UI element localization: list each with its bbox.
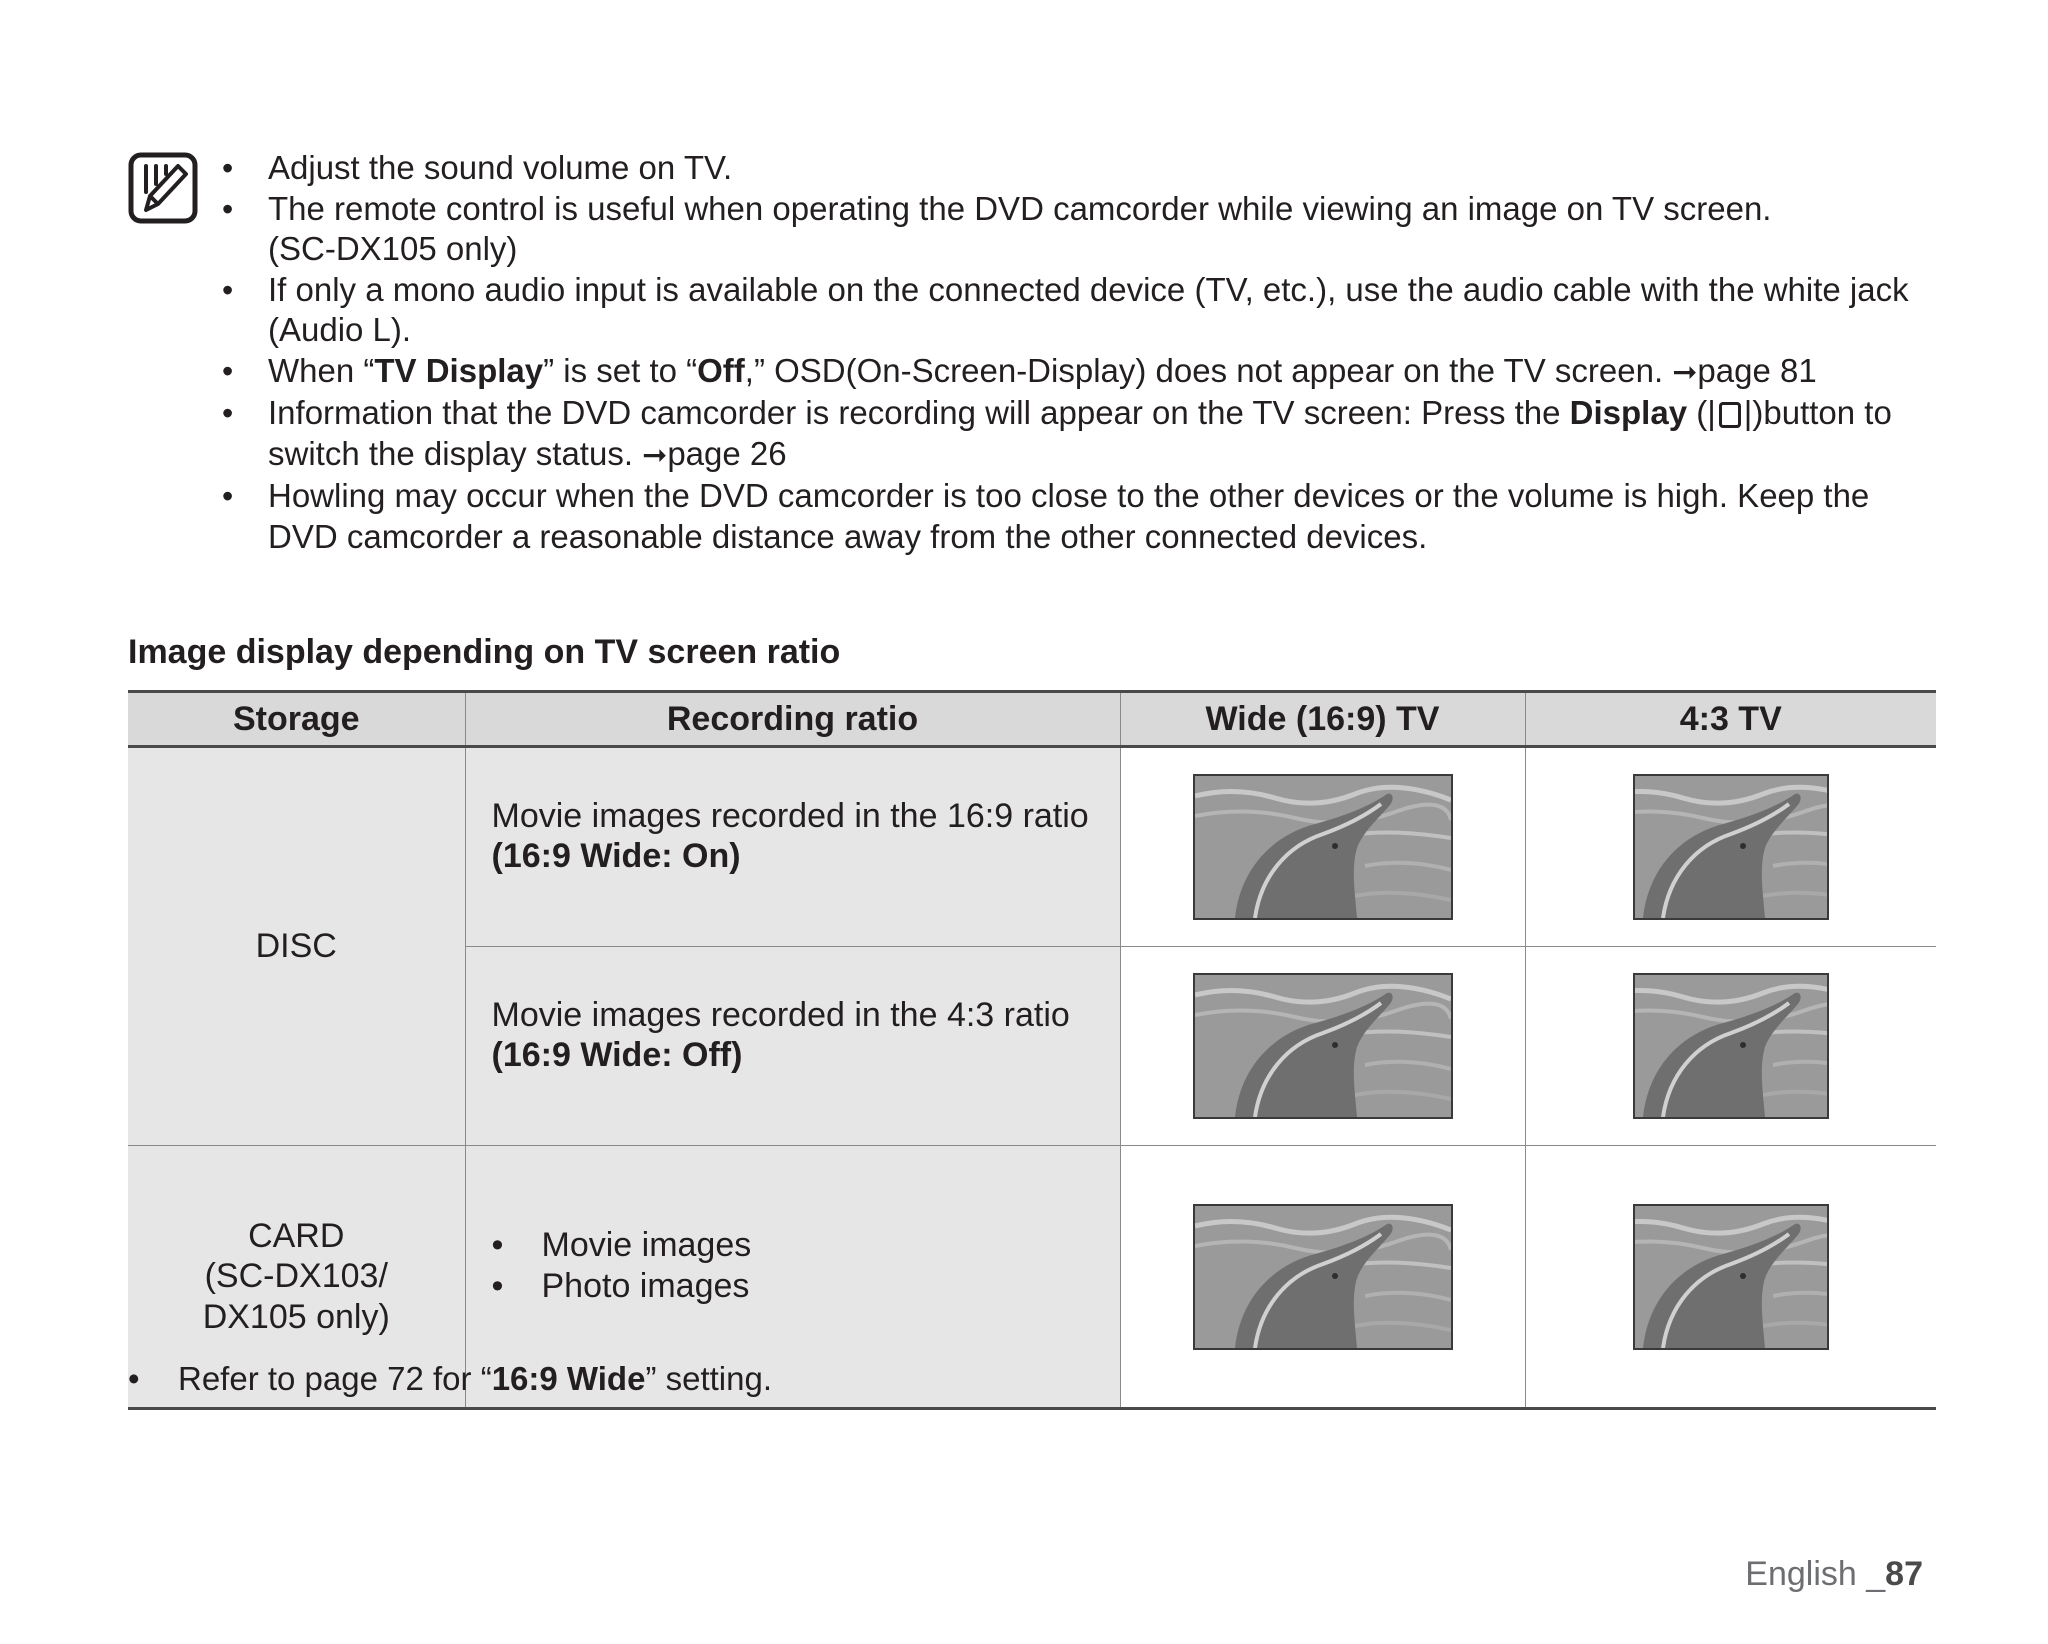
note-item: • If only a mono audio input is available on the connected device (TV, etc.), use the audio cable with the white jack (Audio L). xyxy=(222,270,1922,351)
storage-disc: DISC xyxy=(128,747,465,1146)
page-footer xyxy=(1745,1555,1923,1594)
dolphin-wide-image xyxy=(1193,1204,1453,1350)
note-item: • Adjust the sound volume on TV. xyxy=(222,148,1922,189)
tv-display-term: TV Display xyxy=(374,351,544,389)
dolphin-wide-image xyxy=(1633,1204,1829,1350)
std-tv-cell xyxy=(1525,947,1936,1146)
arrow-icon: ➞ xyxy=(642,438,668,472)
notes-list xyxy=(222,148,1922,557)
list-item: • Movie images xyxy=(492,1225,1120,1266)
arrow-icon: ➞ xyxy=(1672,355,1698,389)
footer-note: • Refer to page 72 for “16:9 Wide” setting. xyxy=(128,1359,1828,1399)
wide-tv-cell xyxy=(1120,747,1525,947)
note-item: • Howling may occur when the DVD camcorder is too close to the other devices or the volume is high. Keep the DVD camcorder a reasonable distance away from the other connected devices. xyxy=(222,476,1922,557)
header-storage: Storage xyxy=(128,692,465,747)
card-items-list xyxy=(492,1225,1120,1306)
dolphin-wide-image xyxy=(1193,774,1453,920)
note-item: • When “TV Display” is set to “Off,” OSD(On-Screen-Display) does not appear on the TV screen. ➞page 81 xyxy=(222,351,1922,394)
dolphin-std-image xyxy=(1633,774,1829,920)
wide-tv-cell xyxy=(1120,947,1525,1146)
display-term: Display xyxy=(1569,394,1688,431)
header-recording-ratio: Recording ratio xyxy=(465,692,1120,747)
std-tv-cell xyxy=(1525,747,1936,947)
header-wide-tv: Wide (16:9) TV xyxy=(1120,692,1525,747)
header-43-tv: 4:3 TV xyxy=(1525,692,1936,747)
recording-ratio-cell: Movie images recorded in the 16:9 ratio (16:9 Wide: On) xyxy=(465,747,1120,947)
recording-ratio-cell: Movie images recorded in the 4:3 ratio (16:9 Wide: Off) xyxy=(465,947,1120,1146)
storage-card: CARD (SC-DX103/ DX105 only) xyxy=(128,1146,465,1409)
display-button-icon xyxy=(1719,402,1741,428)
list-item: • Photo images xyxy=(492,1266,1120,1307)
dolphin-std-image xyxy=(1633,973,1829,1119)
dolphin-wide-image xyxy=(1193,973,1453,1119)
off-term: Off xyxy=(697,351,745,389)
table-row xyxy=(128,747,1936,947)
table-header-row xyxy=(128,692,1936,747)
page-number: 87 xyxy=(1885,1555,1923,1593)
note-item: • Information that the DVD camcorder is recording will appear on the TV screen: Press the Display (| |)button to switch the display status. ➞page 26 xyxy=(222,393,1922,476)
page-reference: ➞page 81 xyxy=(1672,351,1817,389)
section-heading: Image display depending on TV screen ratio xyxy=(128,633,841,671)
page-reference: ➞page 26 xyxy=(642,434,787,472)
ratio-table xyxy=(128,690,1936,1410)
note-icon xyxy=(128,152,198,224)
note-item: • The remote control is useful when operating the DVD camcorder while viewing an image on TV screen. (SC-DX105 only) xyxy=(222,189,1922,270)
language-label: English _ xyxy=(1745,1555,1886,1593)
